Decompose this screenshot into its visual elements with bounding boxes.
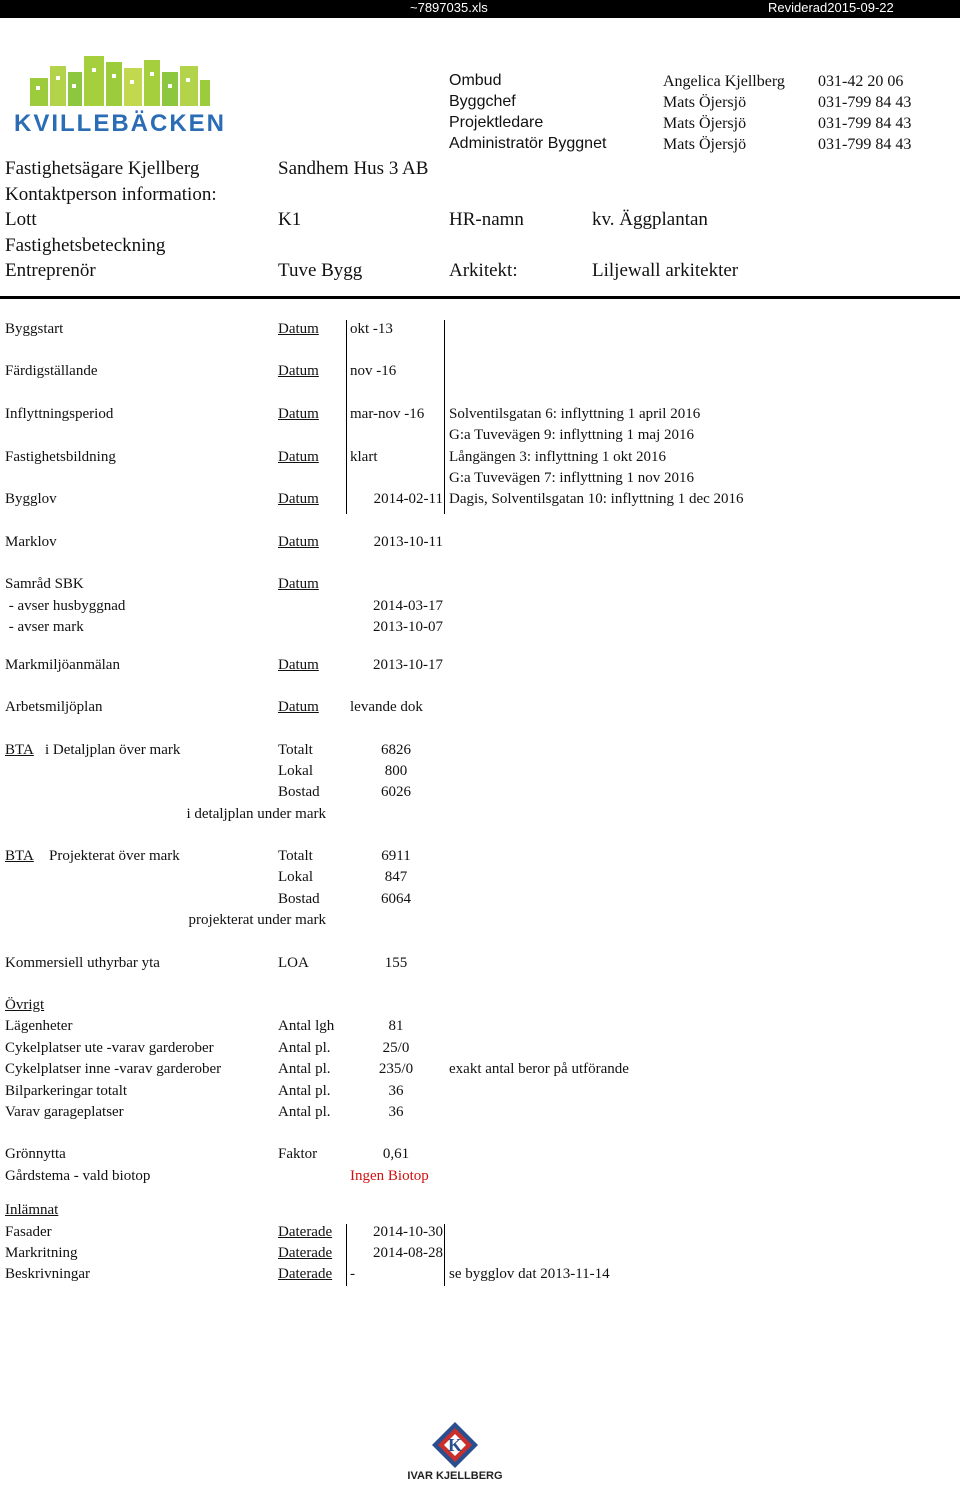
architect-label: Arkitekt:: [449, 260, 518, 281]
bta-lokal-value: 847: [384, 869, 408, 885]
row-label: Varav garageplatser: [5, 1104, 124, 1120]
bta-bostad-value: 6026: [381, 784, 411, 800]
contact-role: Ombud: [449, 72, 502, 89]
contact-name: Mats Öjersjö: [663, 136, 747, 153]
bta-under-label: projekterat under mark: [188, 912, 326, 928]
row-note: se bygglov dat 2013-11-14: [449, 1266, 610, 1282]
owner-label: Fastighetsägare Kjellberg: [5, 158, 200, 179]
bta-total-label: Totalt: [278, 742, 313, 758]
row-label: Byggstart: [5, 321, 64, 337]
row-label: Bygglov: [5, 491, 57, 507]
contractor-label: Entreprenör: [5, 260, 96, 281]
moving-note: Långängen 3: inflyttning 1 okt 2016: [449, 449, 667, 465]
row-value: 36: [388, 1083, 404, 1099]
row-unit: Datum: [278, 363, 319, 379]
row-value: 2013-10-11: [373, 534, 443, 550]
moving-note: G:a Tuvevägen 7: inflyttning 1 nov 2016: [449, 470, 694, 486]
row-label: Inflyttningsperiod: [5, 406, 114, 422]
bta-lokal-label: Lokal: [278, 869, 313, 885]
contact-role: Projektledare: [449, 114, 544, 131]
ivar-kjellberg-logo-graphic: [400, 1420, 510, 1470]
row-unit: Antal lgh: [278, 1018, 335, 1034]
bta-total-label: Totalt: [278, 848, 313, 864]
contact-phone: 031-799 84 43: [818, 136, 912, 153]
row-unit: Antal pl.: [278, 1040, 331, 1056]
bta-bostad-label: Bostad: [278, 784, 320, 800]
owner-value: Sandhem Hus 3 AB: [278, 158, 429, 179]
row-unit: Datum: [278, 449, 319, 465]
row-value: 2014-03-17: [373, 598, 443, 614]
row-unit: Datum: [278, 699, 319, 715]
architect-value: Liljewall arkitekter: [592, 260, 739, 281]
row-label: - avser mark: [5, 619, 84, 635]
row-value: nov -16: [350, 363, 397, 379]
row-label: Markmiljöanmälan: [5, 657, 120, 673]
revision-date: Reviderad2015-09-22: [768, 0, 894, 15]
contact-phone: 031-799 84 43: [818, 94, 912, 111]
row-value: 2013-10-17: [373, 657, 443, 673]
row-label: Markritning: [5, 1245, 78, 1261]
row-label: Arbetsmiljöplan: [5, 699, 103, 715]
file-name: ~7897035.xls: [410, 0, 488, 15]
row-value: 0,61: [382, 1146, 410, 1162]
ivar-kjellberg-text: IVAR KJELLBERG: [407, 1470, 503, 1482]
row-unit: Datum: [278, 491, 319, 507]
row-label: Samråd SBK: [5, 576, 84, 592]
lott-label: Lott: [5, 209, 37, 230]
row-value: 2014-08-28: [373, 1245, 443, 1261]
row-label: Fastighetsbildning: [5, 449, 116, 465]
section-heading: Inlämnat: [5, 1202, 59, 1218]
contact-info-label: Kontaktperson information:: [5, 184, 217, 205]
row-label: - avser husbyggnad: [5, 598, 126, 614]
moving-note: G:a Tuvevägen 9: inflyttning 1 maj 2016: [449, 427, 694, 443]
bta-lokal-label: Lokal: [278, 763, 313, 779]
contact-name: Mats Öjersjö: [663, 94, 747, 111]
row-label: Gårdstema - vald biotop: [5, 1168, 151, 1184]
cell-border: [444, 1224, 445, 1286]
row-label: Färdigställande: [5, 363, 98, 379]
row-value: 25/0: [382, 1040, 410, 1056]
row-value: okt -13: [350, 321, 393, 337]
contact-name: Mats Öjersjö: [663, 115, 747, 132]
contact-phone: 031-42 20 06: [818, 73, 904, 90]
row-unit: Daterade: [278, 1245, 333, 1261]
section-divider: [0, 296, 960, 299]
svg-text:K: K: [447, 1435, 463, 1455]
bta-lokal-value: 800: [384, 763, 408, 779]
kvillebacken-logo-text: KVILLEBÄCKEN: [14, 110, 227, 137]
row-unit: Datum: [278, 657, 319, 673]
biotope-value: Ingen Biotop: [350, 1168, 429, 1184]
row-value: levande dok: [350, 699, 423, 715]
row-value: 81: [388, 1018, 404, 1034]
kvillebacken-logo: [12, 52, 227, 138]
cell-border: [444, 320, 445, 514]
row-value: 2013-10-07: [373, 619, 443, 635]
row-unit: Antal pl.: [278, 1061, 331, 1077]
row-value: 2014-10-30: [373, 1224, 443, 1240]
lott-value: K1: [278, 209, 302, 230]
row-value: 36: [388, 1104, 404, 1120]
row-unit: Antal pl.: [278, 1083, 331, 1099]
row-unit: Daterade: [278, 1266, 333, 1282]
row-label: Beskrivningar: [5, 1266, 90, 1282]
row-label: Cykelplatser ute -varav garderober: [5, 1040, 214, 1056]
bta-under-label: i detaljplan under mark: [186, 806, 326, 822]
row-note: exakt antal beror på utförande: [449, 1061, 629, 1077]
property-designation-label: Fastighetsbeteckning: [5, 235, 166, 256]
contact-role: Administratör Byggnet: [449, 135, 607, 152]
row-unit: LOA: [278, 955, 309, 971]
section-heading: Övrigt: [5, 997, 45, 1013]
row-unit: Datum: [278, 576, 319, 592]
row-label: Fasader: [5, 1224, 52, 1240]
row-unit: Datum: [278, 321, 319, 337]
contact-role: Byggchef: [449, 93, 516, 110]
bta-total-value: 6826: [381, 742, 411, 758]
row-label: Cykelplatser inne -varav garderober: [5, 1061, 222, 1077]
row-value: -: [350, 1266, 355, 1282]
bta-bostad-label: Bostad: [278, 891, 320, 907]
contact-phone: 031-799 84 43: [818, 115, 912, 132]
sheet-header-bar: [0, 0, 960, 18]
row-unit: Datum: [278, 534, 319, 550]
row-unit: Daterade: [278, 1224, 333, 1240]
bta-label: BTA: [5, 848, 34, 864]
hr-label: HR-namn: [449, 209, 524, 230]
row-label: Bilparkeringar totalt: [5, 1083, 128, 1099]
cell-border: [346, 320, 347, 514]
row-label: Lägenheter: [5, 1018, 73, 1034]
bta-description: Projekterat över mark: [49, 848, 180, 864]
moving-note: Dagis, Solventilsgatan 10: inflyttning 1 dec 2016: [449, 491, 744, 507]
row-value: 155: [384, 955, 408, 971]
contact-name: Angelica Kjellberg: [663, 73, 785, 90]
bta-total-value: 6911: [381, 848, 411, 864]
row-label: Grönnytta: [5, 1146, 66, 1162]
row-value: 235/0: [378, 1061, 414, 1077]
hr-value: kv. Äggplantan: [592, 209, 708, 230]
row-value: mar-nov -16: [350, 406, 425, 422]
row-label: Kommersiell uthyrbar yta: [5, 955, 160, 971]
bta-description: i Detaljplan över mark: [45, 742, 181, 758]
row-label: Marklov: [5, 534, 57, 550]
bta-bostad-value: 6064: [381, 891, 411, 907]
contractor-value: Tuve Bygg: [278, 260, 363, 281]
ivar-kjellberg-logo: [400, 1420, 510, 1490]
row-unit: Datum: [278, 406, 319, 422]
moving-note: Solventilsgatan 6: inflyttning 1 april 2016: [449, 406, 701, 422]
row-unit: Antal pl.: [278, 1104, 331, 1120]
bta-label: BTA: [5, 742, 34, 758]
row-unit: Faktor: [278, 1146, 318, 1162]
row-value: 2014-02-11: [373, 491, 443, 507]
row-value: klart: [350, 449, 378, 465]
